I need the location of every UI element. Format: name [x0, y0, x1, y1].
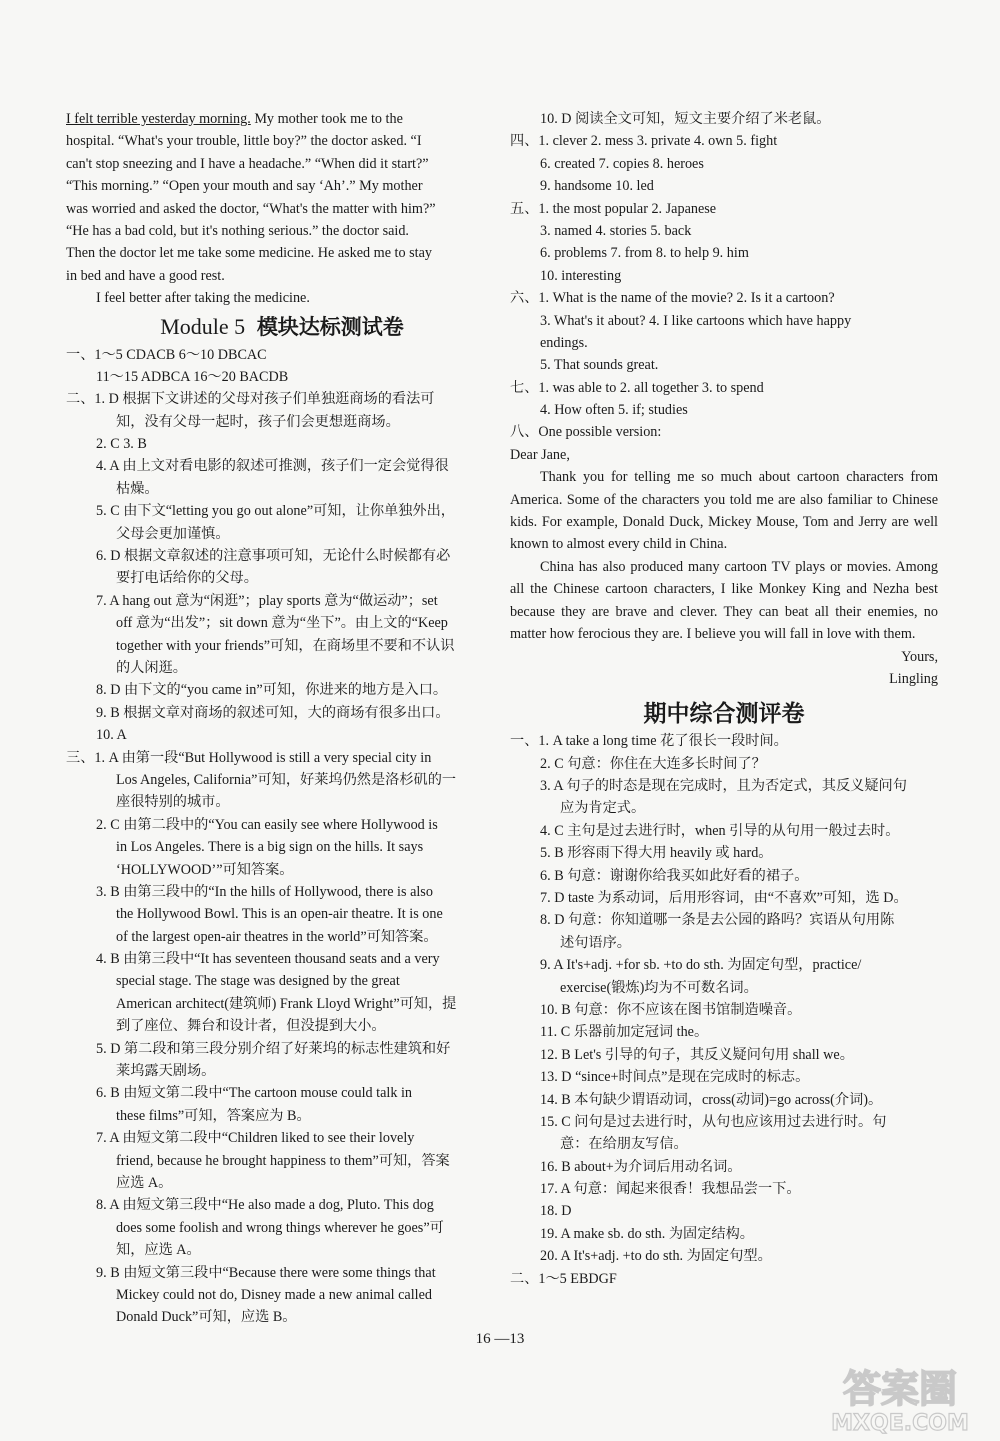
answer-line: 15. C 问句是过去进行时，从句也应该用过去进行时。句 [540, 1113, 887, 1130]
answer-line: 8. D 由下文的“you came in”可知，你进来的地方是入口。 [96, 682, 448, 699]
letter-paragraph-1: Thank you for telling me so much about cartoon characters from America. Some of the characters you told me are also familiar to Chinese kids. For example, Donald Duck, Mickey Mouse, Tom and Jerry are well known to almost every child in China. [510, 469, 938, 553]
answer-line: 13. D “since+时间点”是现在完成时的标志。 [540, 1069, 810, 1086]
answer-line: 六、1. What is the name of the movie? 2. Is it a cartoon? [510, 290, 835, 307]
right-column [510, 108, 938, 1290]
answer-line: 9. A It's+adj. +for sb. +to do sth. 为固定句型，practice/ [540, 957, 862, 974]
answer-line: Donald Duck”可知，应选 B。 [116, 1309, 297, 1326]
answer-line: of the largest open-air theatres in the world”可知答案。 [116, 928, 438, 945]
answer-line: 3. B 由第三段中的“In the hills of Hollywood, there is also [96, 883, 433, 900]
answer-line: 5. B 形容雨下得大用 heavily 或 hard。 [540, 845, 773, 862]
story-paragraph [66, 108, 498, 310]
answer-line: 4. How often 5. if; studies [540, 402, 688, 419]
answer-line: 述句语序。 [560, 934, 631, 951]
answer-line: 9. B 根据文章对商场的叙述可知，大的商场有很多出口。 [96, 704, 450, 721]
answer-line: endings. [540, 334, 588, 351]
answer-line: 7. D taste 为系动词，后用形容词，由“不喜欢”可知，选 D。 [540, 890, 908, 907]
answer-line: 一、1. A take a long time 花了很长一段时间。 [510, 733, 788, 750]
answer-line: 的人闲逛。 [116, 659, 187, 676]
answer-line: 要打电话给你的父母。 [116, 570, 258, 587]
watermark-logo-url: MXQE.COM [831, 1411, 969, 1436]
answer-line: 20. A It's+adj. +to do sth. 为固定句型。 [540, 1248, 772, 1265]
story-line-rest: My mother took me to the [250, 111, 403, 127]
answer-line: 19. A make sb. do sth. 为固定结构。 [540, 1225, 754, 1242]
answer-line: 17. A 句意：闻起来很香！我想品尝一下。 [540, 1181, 801, 1198]
answer-line: 7. A 由短文第二段中“Children liked to see their lovely [96, 1130, 415, 1147]
story-line: in bed and have a good rest. [66, 267, 225, 284]
page-number: 16 —13 [475, 1331, 525, 1347]
answer-line: off 意为“出发”；sit down 意为“坐下”。由上文的“Keep [116, 615, 448, 632]
letter-signoff: Yours, [901, 648, 938, 665]
story-line: hospital. “What's your trouble, little boy?” the doctor asked. “I [66, 133, 422, 150]
answer-line: 9. handsome 10. led [540, 178, 654, 195]
answer-line: in Los Angeles. There is a big sign on the hills. It says [116, 839, 424, 856]
answer-line: 3. A 句子的时态是现在完成时，且为否定式，其反义疑问句 [540, 778, 907, 795]
story-line: Then the doctor let me take some medicine. He asked me to stay [66, 245, 432, 262]
answer-line: 七、1. was able to 2. all together 3. to spend [510, 379, 764, 396]
answer-line: 8. D 句意：你知道哪一条是去公园的路吗？宾语从句用陈 [540, 912, 895, 929]
answer-line: 14. B 本句缺少谓语动词，cross(动词)=go across(介词)。 [540, 1091, 883, 1108]
answer-line: 4. A 由上文对看电影的叙述可推测，孩子们一定会觉得很 [96, 458, 449, 475]
answer-line: 知，没有父母一起时，孩子们会更想逛商场。 [116, 413, 400, 430]
answer-line: 知，应选 A。 [116, 1242, 201, 1259]
answer-line: 到了座位、舞台和设计者，但没提到大小。 [116, 1018, 386, 1035]
answer-line: 3. named 4. stories 5. back [540, 222, 692, 239]
answer-line: 16. B about+为介词后用动名词。 [540, 1158, 742, 1175]
module-5-answers [66, 344, 498, 1329]
answer-line: exercise(锻炼)均为不可数名词。 [560, 979, 758, 996]
answer-line: 10. D 阅读全文可知，短文主要介绍了米老鼠。 [540, 111, 831, 127]
watermark-logo-text: 答案圈 [842, 1367, 958, 1411]
answer-line: ‘HOLLYWOOD’”可知答案。 [116, 861, 294, 878]
answer-line: 10. B 句意：你不应该在图书馆制造噪音。 [540, 1001, 802, 1018]
story-line: can't stop sneezing and I have a headache.” “When did it start?” [66, 155, 429, 172]
answer-line: 应为肯定式。 [560, 800, 646, 817]
answer-line: 8. A 由短文第三段中“He also made a dog, Pluto. This dog [96, 1197, 434, 1214]
answer-line: 五、1. the most popular 2. Japanese [510, 200, 717, 217]
story-line [66, 108, 498, 130]
answer-line: 四、1. clever 2. mess 3. private 4. own 5. fight [510, 133, 778, 150]
answer-line: the Hollywood Bowl. This is an open-air theatre. It is one [116, 906, 443, 923]
answer-line: 6. created 7. copies 8. heroes [540, 155, 704, 172]
answer-line: 应选 A。 [116, 1174, 173, 1191]
answer-line: 6. B 句意：谢谢你给我买如此好看的裙子。 [540, 867, 809, 884]
answer-line: Dear Jane, [510, 446, 570, 463]
midterm-heading: 期中综合测评卷 [643, 700, 805, 727]
answer-line: 父母会更加谨慎。 [116, 525, 230, 542]
answer-line: 6. problems 7. from 8. to help 9. him [540, 245, 749, 262]
module-5-answers-continued [510, 108, 938, 466]
answer-line: 7. A hang out 意为“闲逛”；play sports 意为“做运动”；set [96, 592, 438, 609]
answer-line: 10. A [96, 727, 127, 744]
answer-line: 二、1. D 根据下文讲述的父母对孩子们单独逛商场的看法可 [66, 391, 435, 408]
answer-line: 5. That sounds great. [540, 357, 659, 374]
answer-line: does some foolish and wrong things wherever he goes”可 [116, 1219, 444, 1236]
answer-line: 9. B 由短文第三段中“Because there were some things that [96, 1264, 436, 1281]
answer-line: 3. What's it about? 4. I like cartoons which have happy [540, 312, 852, 329]
answer-line: 座很特别的城市。 [116, 794, 230, 811]
answer-line: 5. D 第二段和第三段分别介绍了好莱坞的标志性建筑和好 [96, 1040, 451, 1057]
watermark-logo [810, 1360, 990, 1436]
answer-line: 八、One possible version: [510, 424, 662, 441]
answer-line: American architect(建筑师) Frank Lloyd Wright”可知，提 [116, 995, 457, 1012]
module-heading-number: Module 5 [160, 313, 246, 339]
story-line: I feel better after taking the medicine. [96, 290, 310, 307]
answer-line: 12. B Let's 引导的句子，其反义疑问句用 shall we。 [540, 1046, 854, 1063]
answer-line: 枯燥。 [116, 480, 159, 497]
story-line: “He has a bad cold, but it's nothing serious.” the doctor said. [66, 222, 409, 239]
answer-line: 5. C 由下文“letting you go out alone”可知，让你单独外出， [96, 503, 455, 520]
answer-line: 11. C 乐器前加定冠词 the。 [540, 1024, 709, 1041]
answer-line: 10. interesting [540, 267, 622, 284]
answer-line: 18. D [540, 1203, 572, 1220]
answer-line: 二、1～5 EBDGF [510, 1270, 617, 1287]
answer-line: Los Angeles, California”可知，好莱坞仍然是洛杉矶的一 [116, 771, 457, 788]
midterm-answers [510, 730, 938, 1290]
answer-line: 2. C 由第二段中的“You can easily see where Hollywood is [96, 816, 438, 833]
story-underlined-sentence: I felt terrible yesterday morning. [66, 111, 251, 127]
story-line: was worried and asked the doctor, “What's the matter with him?” [66, 200, 436, 217]
answer-line: friend, because he brought happiness to them”可知，答案 [116, 1152, 450, 1169]
answer-line: 莱坞露天剧场。 [116, 1063, 216, 1080]
answer-line: 2. C 句意：你住在大连多长时间了？ [540, 755, 766, 772]
story-line: “This morning.” “Open your mouth and say ‘Ah’.” My mother [66, 178, 423, 195]
answer-line: 6. D 根据文章叙述的注意事项可知，无论什么时候都有必 [96, 548, 451, 565]
answer-line: these films”可知，答案应为 B。 [116, 1107, 311, 1124]
answer-line: 4. B 由第三段中“It has seventeen thousand seats and a very [96, 951, 440, 968]
answer-line: 2. C 3. B [96, 436, 147, 453]
answer-line: 意：在给朋友写信。 [560, 1136, 688, 1153]
answer-line: 一、1～5 CDACB 6～10 DBCAC [66, 346, 267, 363]
letter-paragraph-2: China has also produced many cartoon TV plays or movies. Among all the Chinese cartoon characters, I like Monkey King and Nezha best because they are brave and clever. They can beat all their enemies, no matter how ferocious they are. I believe you will fall in love with them. [510, 558, 938, 643]
answer-line: 4. C 主句是过去进行时，when 引导的从句用一般过去时。 [540, 822, 900, 839]
answer-line: special stage. The stage was designed by the great [116, 973, 400, 990]
letter-signature: Lingling [889, 670, 938, 687]
answer-line: 6. B 由短文第二段中“The cartoon mouse could talk in [96, 1085, 413, 1102]
answer-line: 三、1. A 由第一段“But Hollywood is still a very special city in [66, 749, 432, 766]
module-5-heading [66, 310, 498, 344]
answer-line: Mickey could not do, Disney made a new animal called [116, 1286, 432, 1303]
answer-line: together with your friends”可知，在商场里不要和不认识 [116, 637, 455, 654]
left-column [66, 108, 498, 1329]
module-heading-title: 模块达标测试卷 [256, 315, 404, 339]
answer-line: 11～15 ADBCA 16～20 BACDB [96, 368, 289, 385]
